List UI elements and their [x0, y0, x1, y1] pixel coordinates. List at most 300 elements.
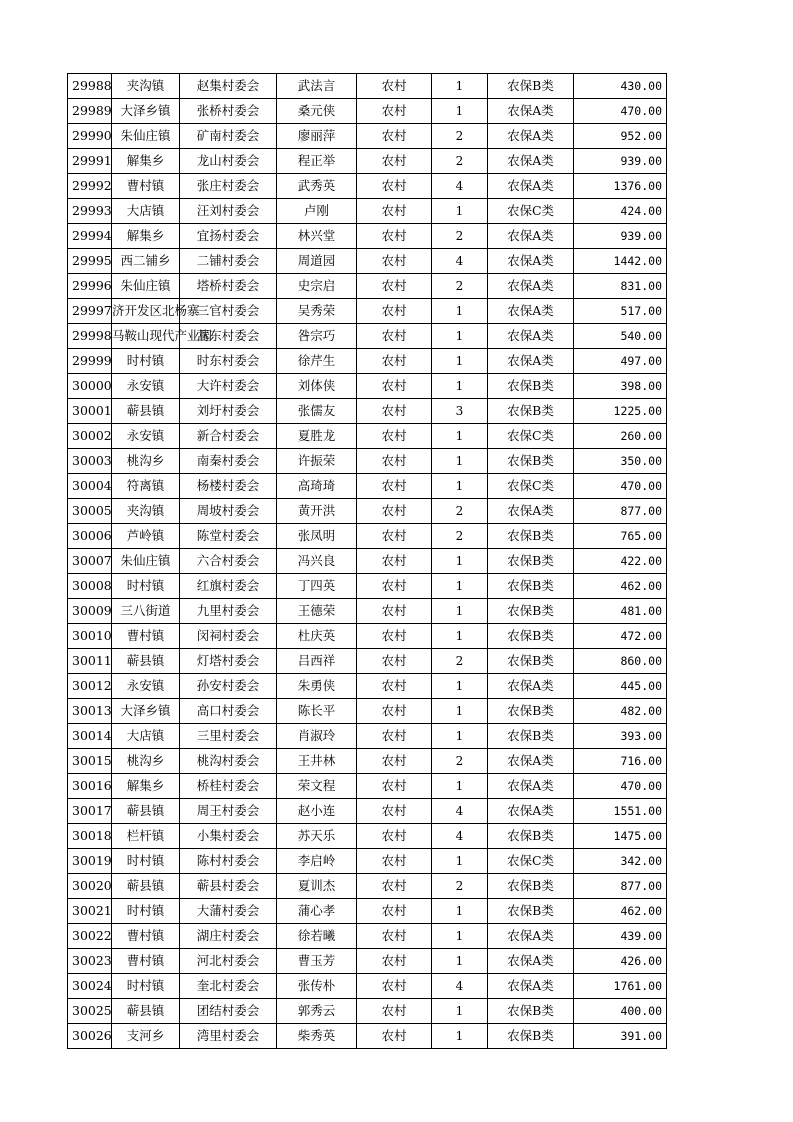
cell-insurance-class: 农保B类: [488, 874, 574, 899]
cell-area-type: 农村: [357, 899, 432, 924]
cell-household-count: 1: [432, 999, 488, 1024]
cell-amount: 517.00: [574, 299, 667, 324]
cell-village-committee: 杨楼村委会: [180, 474, 277, 499]
cell-insurance-class: 农保C类: [488, 424, 574, 449]
cell-row-id: 29997: [68, 299, 112, 324]
cell-insurance-class: 农保A类: [488, 299, 574, 324]
cell-amount: 462.00: [574, 574, 667, 599]
cell-village-committee: 桃沟村委会: [180, 749, 277, 774]
cell-household-count: 1: [432, 624, 488, 649]
table-row: [68, 74, 667, 99]
cell-amount: 1442.00: [574, 249, 667, 274]
cell-insurance-class: 农保A类: [488, 324, 574, 349]
cell-person-name: 王德荣: [277, 599, 357, 624]
cell-insurance-class: 农保B类: [488, 74, 574, 99]
cell-insurance-class: 农保A类: [488, 349, 574, 374]
table-row: [68, 349, 667, 374]
cell-household-count: 1: [432, 699, 488, 724]
cell-household-count: 3: [432, 399, 488, 424]
cell-town: 符离镇: [112, 474, 180, 499]
cell-household-count: 1: [432, 574, 488, 599]
cell-area-type: 农村: [357, 574, 432, 599]
cell-village-committee: 高口村委会: [180, 699, 277, 724]
cell-insurance-class: 农保C类: [488, 849, 574, 874]
cell-person-name: 朱勇侠: [277, 674, 357, 699]
cell-amount: 1475.00: [574, 824, 667, 849]
cell-person-name: 肖淑玲: [277, 724, 357, 749]
cell-household-count: 1: [432, 374, 488, 399]
cell-amount: 430.00: [574, 74, 667, 99]
cell-row-id: 29991: [68, 149, 112, 174]
cell-household-count: 2: [432, 649, 488, 674]
cell-insurance-class: 农保B类: [488, 624, 574, 649]
cell-row-id: 29999: [68, 349, 112, 374]
cell-town: 时村镇: [112, 574, 180, 599]
cell-row-id: 30003: [68, 449, 112, 474]
cell-person-name: 王井林: [277, 749, 357, 774]
cell-row-id: 30012: [68, 674, 112, 699]
cell-amount: 877.00: [574, 499, 667, 524]
cell-household-count: 4: [432, 974, 488, 999]
cell-amount: 482.00: [574, 699, 667, 724]
cell-person-name: 黄开洪: [277, 499, 357, 524]
table-row: [68, 774, 667, 799]
cell-area-type: 农村: [357, 249, 432, 274]
cell-amount: 350.00: [574, 449, 667, 474]
cell-town: 西二铺乡: [112, 249, 180, 274]
cell-area-type: 农村: [357, 999, 432, 1024]
cell-town: 夹沟镇: [112, 499, 180, 524]
cell-town: 大泽乡镇: [112, 99, 180, 124]
cell-row-id: 29992: [68, 174, 112, 199]
cell-amount: 1761.00: [574, 974, 667, 999]
cell-amount: 398.00: [574, 374, 667, 399]
cell-person-name: 曹玉芳: [277, 949, 357, 974]
cell-row-id: 30006: [68, 524, 112, 549]
cell-household-count: 1: [432, 74, 488, 99]
cell-area-type: 农村: [357, 774, 432, 799]
table-row: [68, 699, 667, 724]
cell-area-type: 农村: [357, 599, 432, 624]
table-row: [68, 274, 667, 299]
cell-row-id: 30004: [68, 474, 112, 499]
cell-town: 大店镇: [112, 724, 180, 749]
cell-area-type: 农村: [357, 624, 432, 649]
cell-village-committee: 张桥村委会: [180, 99, 277, 124]
cell-village-committee: 大蒲村委会: [180, 899, 277, 924]
cell-town: 朱仙庄镇: [112, 549, 180, 574]
cell-person-name: 武法言: [277, 74, 357, 99]
cell-person-name: 夏胜龙: [277, 424, 357, 449]
cell-row-id: 30023: [68, 949, 112, 974]
cell-household-count: 1: [432, 899, 488, 924]
cell-village-committee: 闵祠村委会: [180, 624, 277, 649]
cell-amount: 860.00: [574, 649, 667, 674]
cell-household-count: 4: [432, 799, 488, 824]
cell-area-type: 农村: [357, 674, 432, 699]
cell-person-name: 荣文程: [277, 774, 357, 799]
cell-town: 解集乡: [112, 224, 180, 249]
table-row: [68, 824, 667, 849]
cell-insurance-class: 农保A类: [488, 149, 574, 174]
cell-insurance-class: 农保B类: [488, 899, 574, 924]
cell-town: 时村镇: [112, 849, 180, 874]
cell-insurance-class: 农保B类: [488, 449, 574, 474]
cell-town: 三八街道: [112, 599, 180, 624]
cell-row-id: 30018: [68, 824, 112, 849]
cell-household-count: 1: [432, 449, 488, 474]
cell-person-name: 张传朴: [277, 974, 357, 999]
cell-village-committee: 蒿东村委会: [180, 324, 277, 349]
table-row: [68, 649, 667, 674]
cell-insurance-class: 农保A类: [488, 799, 574, 824]
cell-village-committee: 时东村委会: [180, 349, 277, 374]
cell-area-type: 农村: [357, 424, 432, 449]
cell-person-name: 咎宗巧: [277, 324, 357, 349]
cell-village-committee: 蕲县村委会: [180, 874, 277, 899]
cell-town: 解集乡: [112, 774, 180, 799]
cell-person-name: 张儒友: [277, 399, 357, 424]
cell-person-name: 苏天乐: [277, 824, 357, 849]
cell-town: 朱仙庄镇: [112, 124, 180, 149]
cell-area-type: 农村: [357, 199, 432, 224]
cell-household-count: 2: [432, 149, 488, 174]
cell-insurance-class: 农保B类: [488, 524, 574, 549]
cell-row-id: 30017: [68, 799, 112, 824]
cell-household-count: 2: [432, 499, 488, 524]
cell-town: 曹村镇: [112, 624, 180, 649]
cell-area-type: 农村: [357, 974, 432, 999]
cell-row-id: 30026: [68, 1024, 112, 1049]
cell-area-type: 农村: [357, 949, 432, 974]
cell-row-id: 30015: [68, 749, 112, 774]
cell-insurance-class: 农保A类: [488, 249, 574, 274]
table-row: [68, 874, 667, 899]
cell-person-name: 廖丽萍: [277, 124, 357, 149]
cell-household-count: 2: [432, 524, 488, 549]
cell-amount: 426.00: [574, 949, 667, 974]
cell-household-count: 1: [432, 99, 488, 124]
cell-amount: 831.00: [574, 274, 667, 299]
cell-village-committee: 龙山村委会: [180, 149, 277, 174]
cell-village-committee: 周坡村委会: [180, 499, 277, 524]
cell-insurance-class: 农保A类: [488, 949, 574, 974]
table-row: [68, 1024, 667, 1049]
cell-household-count: 4: [432, 249, 488, 274]
cell-person-name: 桑元侠: [277, 99, 357, 124]
table-row: [68, 974, 667, 999]
table-row: [68, 924, 667, 949]
cell-town: 曹村镇: [112, 924, 180, 949]
cell-area-type: 农村: [357, 799, 432, 824]
cell-amount: 472.00: [574, 624, 667, 649]
cell-person-name: 卢刚: [277, 199, 357, 224]
cell-amount: 939.00: [574, 224, 667, 249]
table-row: [68, 399, 667, 424]
cell-household-count: 2: [432, 274, 488, 299]
cell-amount: 481.00: [574, 599, 667, 624]
cell-person-name: 许振荣: [277, 449, 357, 474]
cell-household-count: 1: [432, 424, 488, 449]
cell-person-name: 陈长平: [277, 699, 357, 724]
cell-insurance-class: 农保B类: [488, 374, 574, 399]
cell-row-id: 30013: [68, 699, 112, 724]
cell-row-id: 29990: [68, 124, 112, 149]
table-row: [68, 724, 667, 749]
cell-household-count: 1: [432, 1024, 488, 1049]
cell-area-type: 农村: [357, 99, 432, 124]
table-row: [68, 149, 667, 174]
cell-insurance-class: 农保A类: [488, 124, 574, 149]
cell-insurance-class: 农保A类: [488, 274, 574, 299]
cell-amount: 391.00: [574, 1024, 667, 1049]
cell-town: 曹村镇: [112, 949, 180, 974]
cell-row-id: 30002: [68, 424, 112, 449]
cell-amount: 716.00: [574, 749, 667, 774]
cell-person-name: 高琦琦: [277, 474, 357, 499]
cell-person-name: 柴秀英: [277, 1024, 357, 1049]
cell-area-type: 农村: [357, 324, 432, 349]
cell-town: 夹沟镇: [112, 74, 180, 99]
cell-person-name: 吕西祥: [277, 649, 357, 674]
cell-row-id: 29989: [68, 99, 112, 124]
cell-row-id: 30024: [68, 974, 112, 999]
cell-amount: 1376.00: [574, 174, 667, 199]
cell-row-id: 30020: [68, 874, 112, 899]
cell-area-type: 农村: [357, 74, 432, 99]
cell-town: 时村镇: [112, 974, 180, 999]
cell-person-name: 冯兴良: [277, 549, 357, 574]
cell-person-name: 吴秀荣: [277, 299, 357, 324]
cell-amount: 540.00: [574, 324, 667, 349]
cell-town: 大店镇: [112, 199, 180, 224]
cell-village-committee: 汪刘村委会: [180, 199, 277, 224]
cell-person-name: 李启岭: [277, 849, 357, 874]
cell-village-committee: 赵集村委会: [180, 74, 277, 99]
cell-village-committee: 奎北村委会: [180, 974, 277, 999]
cell-insurance-class: 农保A类: [488, 774, 574, 799]
cell-amount: 342.00: [574, 849, 667, 874]
cell-village-committee: 二铺村委会: [180, 249, 277, 274]
cell-area-type: 农村: [357, 449, 432, 474]
cell-town: 桃沟乡: [112, 749, 180, 774]
cell-household-count: 1: [432, 199, 488, 224]
cell-area-type: 农村: [357, 174, 432, 199]
cell-insurance-class: 农保B类: [488, 999, 574, 1024]
cell-village-committee: 湾里村委会: [180, 1024, 277, 1049]
cell-household-count: 4: [432, 174, 488, 199]
cell-area-type: 农村: [357, 474, 432, 499]
cell-row-id: 30008: [68, 574, 112, 599]
cell-village-committee: 陈堂村委会: [180, 524, 277, 549]
cell-household-count: 1: [432, 474, 488, 499]
cell-insurance-class: 农保B类: [488, 824, 574, 849]
cell-insurance-class: 农保B类: [488, 399, 574, 424]
table-row: [68, 999, 667, 1024]
cell-village-committee: 九里村委会: [180, 599, 277, 624]
cell-village-committee: 张庄村委会: [180, 174, 277, 199]
table-row: [68, 449, 667, 474]
cell-town: 朱仙庄镇: [112, 274, 180, 299]
cell-household-count: 1: [432, 324, 488, 349]
cell-area-type: 农村: [357, 1024, 432, 1049]
cell-insurance-class: 农保A类: [488, 924, 574, 949]
table-row: [68, 199, 667, 224]
cell-area-type: 农村: [357, 349, 432, 374]
cell-town: 蕲县镇: [112, 874, 180, 899]
cell-household-count: 1: [432, 924, 488, 949]
cell-amount: 939.00: [574, 149, 667, 174]
cell-person-name: 史宗启: [277, 274, 357, 299]
table-row: [68, 524, 667, 549]
cell-household-count: 1: [432, 949, 488, 974]
cell-household-count: 2: [432, 749, 488, 774]
table-row: [68, 474, 667, 499]
cell-area-type: 农村: [357, 274, 432, 299]
cell-village-committee: 三官村委会: [180, 299, 277, 324]
cell-household-count: 1: [432, 774, 488, 799]
cell-area-type: 农村: [357, 824, 432, 849]
table-row: [68, 949, 667, 974]
table-row: [68, 574, 667, 599]
cell-amount: 422.00: [574, 549, 667, 574]
table-row: [68, 249, 667, 274]
cell-insurance-class: 农保B类: [488, 549, 574, 574]
cell-area-type: 农村: [357, 699, 432, 724]
cell-area-type: 农村: [357, 724, 432, 749]
cell-area-type: 农村: [357, 924, 432, 949]
cell-amount: 393.00: [574, 724, 667, 749]
cell-area-type: 农村: [357, 124, 432, 149]
cell-area-type: 农村: [357, 549, 432, 574]
cell-village-committee: 陈村村委会: [180, 849, 277, 874]
cell-village-committee: 大许村委会: [180, 374, 277, 399]
cell-row-id: 29995: [68, 249, 112, 274]
cell-town: 永安镇: [112, 674, 180, 699]
cell-amount: 470.00: [574, 99, 667, 124]
cell-village-committee: 塔桥村委会: [180, 274, 277, 299]
cell-town: 栏杆镇: [112, 824, 180, 849]
cell-row-id: 29998: [68, 324, 112, 349]
cell-household-count: 1: [432, 724, 488, 749]
cell-area-type: 农村: [357, 374, 432, 399]
cell-person-name: 徐芹生: [277, 349, 357, 374]
cell-amount: 424.00: [574, 199, 667, 224]
cell-insurance-class: 农保B类: [488, 649, 574, 674]
cell-village-committee: 桥桂村委会: [180, 774, 277, 799]
cell-town: 蕲县镇: [112, 399, 180, 424]
cell-person-name: 丁四英: [277, 574, 357, 599]
cell-person-name: 武秀英: [277, 174, 357, 199]
cell-row-id: 30019: [68, 849, 112, 874]
cell-row-id: 30001: [68, 399, 112, 424]
table-row: [68, 624, 667, 649]
cell-area-type: 农村: [357, 874, 432, 899]
cell-person-name: 赵小连: [277, 799, 357, 824]
cell-town: 桃沟乡: [112, 449, 180, 474]
cell-person-name: 林兴堂: [277, 224, 357, 249]
cell-amount: 765.00: [574, 524, 667, 549]
table-row: [68, 224, 667, 249]
cell-town: 永安镇: [112, 424, 180, 449]
cell-town: 济开发区北杨寨: [112, 299, 180, 324]
cell-insurance-class: 农保A类: [488, 174, 574, 199]
cell-person-name: 夏训杰: [277, 874, 357, 899]
cell-village-committee: 灯塔村委会: [180, 649, 277, 674]
cell-insurance-class: 农保B类: [488, 724, 574, 749]
cell-town: 解集乡: [112, 149, 180, 174]
cell-village-committee: 小集村委会: [180, 824, 277, 849]
cell-row-id: 30010: [68, 624, 112, 649]
cell-row-id: 30011: [68, 649, 112, 674]
table-row: [68, 849, 667, 874]
cell-person-name: 张凤明: [277, 524, 357, 549]
table-body: [68, 74, 667, 1049]
cell-amount: 952.00: [574, 124, 667, 149]
cell-amount: 400.00: [574, 999, 667, 1024]
cell-village-committee: 三里村委会: [180, 724, 277, 749]
cell-area-type: 农村: [357, 149, 432, 174]
cell-household-count: 1: [432, 599, 488, 624]
cell-person-name: 程正举: [277, 149, 357, 174]
cell-person-name: 杜庆英: [277, 624, 357, 649]
table-row: [68, 424, 667, 449]
cell-row-id: 30022: [68, 924, 112, 949]
cell-town: 时村镇: [112, 349, 180, 374]
cell-village-committee: 孙安村委会: [180, 674, 277, 699]
table-row: [68, 799, 667, 824]
cell-town: 蕲县镇: [112, 649, 180, 674]
cell-town: 蕲县镇: [112, 999, 180, 1024]
cell-insurance-class: 农保B类: [488, 574, 574, 599]
cell-amount: 260.00: [574, 424, 667, 449]
table-row: [68, 374, 667, 399]
cell-area-type: 农村: [357, 524, 432, 549]
cell-row-id: 30007: [68, 549, 112, 574]
cell-area-type: 农村: [357, 849, 432, 874]
cell-area-type: 农村: [357, 499, 432, 524]
cell-village-committee: 湖庄村委会: [180, 924, 277, 949]
cell-row-id: 29996: [68, 274, 112, 299]
cell-area-type: 农村: [357, 299, 432, 324]
table-row: [68, 99, 667, 124]
cell-household-count: 1: [432, 549, 488, 574]
cell-town: 曹村镇: [112, 174, 180, 199]
cell-insurance-class: 农保B类: [488, 1024, 574, 1049]
cell-amount: 470.00: [574, 474, 667, 499]
cell-insurance-class: 农保B类: [488, 699, 574, 724]
cell-village-committee: 团结村委会: [180, 999, 277, 1024]
table-row: [68, 549, 667, 574]
cell-row-id: 29988: [68, 74, 112, 99]
cell-person-name: 郭秀云: [277, 999, 357, 1024]
cell-village-committee: 红旗村委会: [180, 574, 277, 599]
cell-amount: 497.00: [574, 349, 667, 374]
cell-village-committee: 河北村委会: [180, 949, 277, 974]
cell-amount: 439.00: [574, 924, 667, 949]
table-row: [68, 599, 667, 624]
cell-insurance-class: 农保B类: [488, 599, 574, 624]
cell-row-id: 30014: [68, 724, 112, 749]
table-row: [68, 299, 667, 324]
cell-amount: 1225.00: [574, 399, 667, 424]
cell-insurance-class: 农保A类: [488, 224, 574, 249]
cell-village-committee: 刘圩村委会: [180, 399, 277, 424]
cell-village-committee: 南秦村委会: [180, 449, 277, 474]
table-row: [68, 124, 667, 149]
cell-village-committee: 周王村委会: [180, 799, 277, 824]
cell-amount: 462.00: [574, 899, 667, 924]
